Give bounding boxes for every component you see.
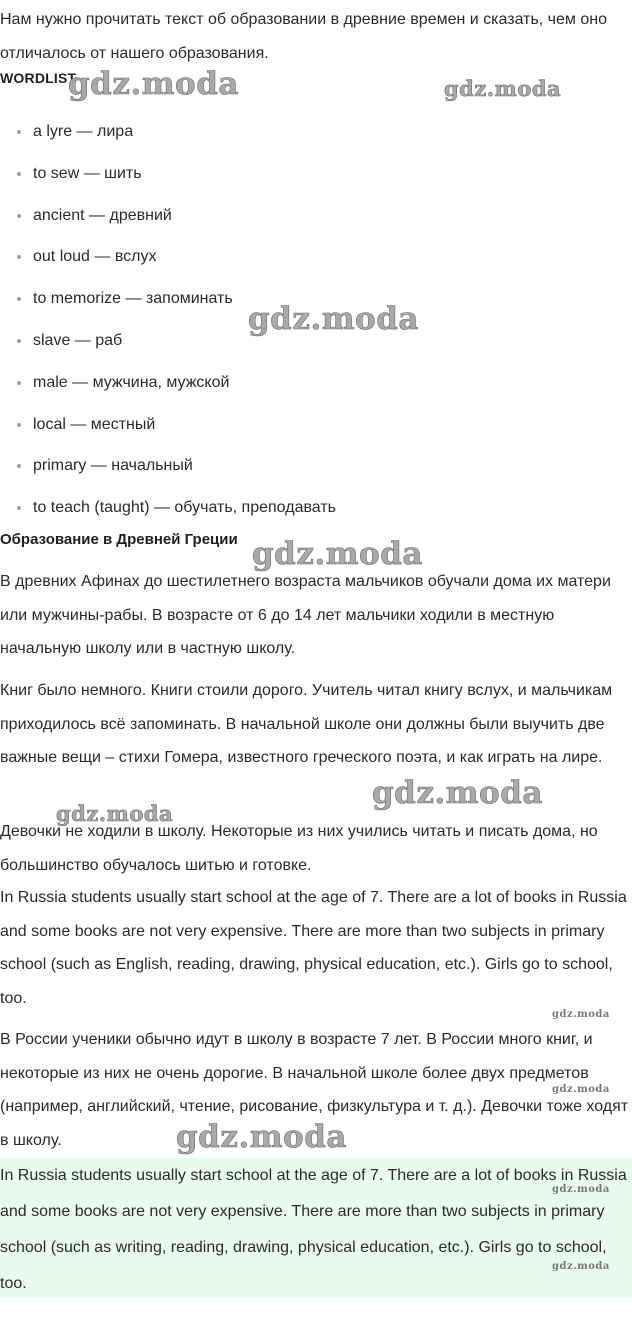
watermark-logo: gdz.moda: [444, 76, 562, 101]
watermark-logo: gdz.moda: [372, 775, 543, 811]
list-item: local — местный: [0, 404, 336, 446]
section-title: Образование в Древней Греции: [0, 531, 238, 548]
answer-text: In Russia students usually start school at the age of 7. There are a lot of books in Russia and some books are not very expensive. There are more than two subjects in primary school (such as writing, reading, drawing, physical education, etc.). Girls go to school, too.: [0, 1167, 627, 1292]
watermark-logo: gdz.moda: [68, 66, 239, 102]
paragraph: В древних Афинах до шестилетнего возраста мальчиков обучали дома их матери или мужчины-рабы. В возрасте от 6 до 14 лет мальчики ходили в местную начальную школу или в частную школу.: [0, 573, 611, 657]
watermark-logo: gdz.moda: [248, 301, 419, 337]
intro-text: Нам нужно прочитать текст об образовании в древние времен и сказать, чем оно отличалось от нашего образования.: [0, 11, 607, 62]
watermark-logo: gdz.moda: [552, 1009, 610, 1020]
wordlist-title: WORDLIST: [0, 70, 77, 86]
paragraph: Книг было немного. Книги стоили дорого. Учитель читал книгу вслух, и мальчикам приходилось всё запоминать. В начальной школе они должны были выучить две важные вещи – стихи Гомера, известного греческого поэта, и как играть на лире.: [0, 682, 613, 766]
paragraph: In Russia students usually start school at the age of 7. There are a lot of books in Russia and some books are not very expensive. There are more than two subjects in primary school (such as English, reading, drawing, physical education, etc.). Girls go to school, too.: [0, 889, 627, 1007]
watermark-logo: gdz.moda: [252, 536, 423, 572]
list-item: male — мужчина, мужской: [0, 362, 336, 404]
list-item: to memorize — запоминать: [0, 278, 336, 320]
paragraph: В России ученики обычно идут в школу в возрасте 7 лет. В России много книг, и некоторые из них не очень дорогие. В начальной школе более двух предметов (например, английский, чтение, рисование, физкультура и т. д.). Девочки тоже ходят в школу.: [0, 1031, 629, 1149]
answer-block: [0, 1158, 632, 1298]
list-item: ancient — древний: [0, 195, 336, 237]
list-item: primary — начальный: [0, 445, 336, 487]
list-item: out loud — вслух: [0, 236, 336, 278]
watermark-logo: gdz.moda: [552, 1261, 610, 1272]
watermark-logo: gdz.moda: [56, 801, 174, 826]
watermark-logo: gdz.moda: [552, 1184, 610, 1195]
watermark-logo: gdz.moda: [552, 1084, 610, 1095]
list-item: a lyre — лира: [0, 111, 336, 153]
list-item: slave — раб: [0, 320, 336, 362]
paragraph: Девочки не ходили в школу. Некоторые из них учились читать и писать дома, но большинство обучалось шитью и готовке.: [0, 823, 598, 874]
list-item: to sew — шить: [0, 153, 336, 195]
watermark-logo: gdz.moda: [176, 1119, 347, 1155]
list-item: to teach (taught) — обучать, преподавать: [0, 487, 336, 529]
